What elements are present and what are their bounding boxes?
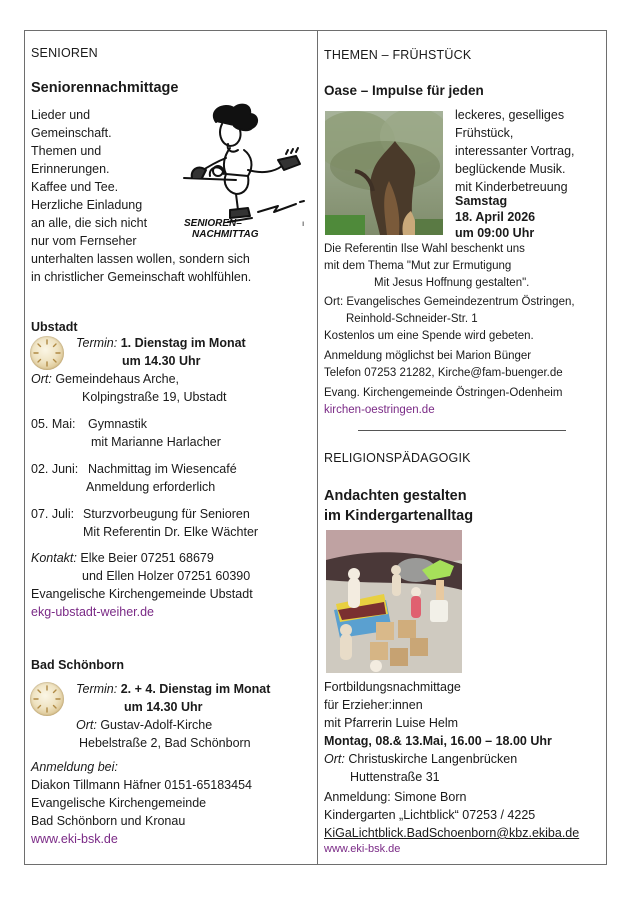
intro-line: an alle, die sich nicht (31, 216, 148, 230)
schoenborn-termin-time: um 14.30 Uhr (124, 700, 203, 714)
schoenborn-address: Hebelstraße 2, Bad Schönborn (79, 736, 251, 750)
religion-ort (324, 750, 552, 768)
religion-title-line2: im Kindergartenalltag (324, 508, 474, 524)
waitress-cartoon-illustration (178, 100, 310, 240)
ort-value: Gemeindehaus Arche, (55, 372, 180, 386)
ort-line1: Ort: Evangelisches Gemeindezentrum Östringen, (324, 296, 575, 308)
schoenborn-church-line2: Bad Schönborn und Kronau (31, 814, 186, 828)
termin-label: Termin: (76, 336, 118, 350)
religion-anmeldung-block (324, 788, 579, 842)
kontakt-line2: und Ellen Holzer 07251 60390 (82, 569, 251, 583)
anmeldung-line1: Anmeldung möglichst bei Marion Bünger (324, 350, 532, 362)
desc-line: für Erzieher:innen (324, 698, 423, 712)
fruehstueck-date: 18. April 2026 (455, 210, 536, 224)
ubstadt-event-date: 02. Juni: (31, 462, 79, 476)
section-label-senioren: SENIOREN (31, 46, 98, 60)
religion-description (324, 678, 552, 786)
senioren-title: Seniorennachmittage (31, 80, 179, 96)
intro-line: nur vom Fernseher (31, 234, 137, 248)
intro-line: unterhalten lassen wollen, sondern sich (31, 252, 250, 266)
kontakt-label: Kontakt: (31, 551, 77, 565)
schoenborn-ort (76, 716, 212, 734)
ubstadt-event-detail: Mit Referentin Dr. Elke Wächter (83, 525, 259, 539)
anmeldung-label: Anmeldung bei: (31, 760, 118, 774)
schoenborn-heading: Bad Schönborn (31, 658, 125, 672)
ubstadt-heading: Ubstadt (31, 320, 78, 334)
religion-title-line1: Andachten gestalten (324, 488, 467, 504)
ubstadt-event-title: Nachmittag im Wiesencafé (88, 462, 237, 476)
fruehstueck-features (455, 106, 575, 196)
fruehstueck-church: Evang. Kirchengemeinde Östringen-Odenheim (324, 387, 563, 399)
ort-label: Ort: (31, 372, 52, 386)
section-separator (358, 430, 566, 431)
intro-line: in christlicher Gemeinschaft wohlfühlen. (31, 270, 252, 284)
religion-anmeldung: Anmeldung: Simone Born (324, 790, 467, 804)
feature-line: interessanter Vortrag, (455, 144, 575, 158)
kindergarten-photo (326, 530, 462, 673)
feature-line: Frühstück, (455, 126, 514, 140)
ort-line2: Reinhold-Schneider-Str. 1 (346, 313, 478, 325)
ubstadt-website-link[interactable]: ekg-ubstadt-weiher.de (31, 605, 154, 619)
religion-address: Huttenstraße 31 (350, 770, 440, 784)
intro-line: Erinnerungen. (31, 162, 110, 176)
ubstadt-termin (76, 334, 246, 352)
cartoon-lettering-line1: SENIOREN– (184, 218, 242, 229)
ubstadt-event-date: 07. Juli: (31, 507, 75, 521)
feature-line: mit Kinderbetreuung (455, 180, 568, 194)
desc-line: mit Pfarrerin Luise Helm (324, 716, 459, 730)
speaker-line: mit dem Thema "Mut zur Ermutigung (324, 260, 512, 272)
speaker-line: Mit Jesus Hoffnung gestalten". (374, 277, 530, 289)
intro-line: Gemeinschaft. (31, 126, 112, 140)
ort-label: Ort: (76, 718, 97, 732)
cost-note: Kostenlos um eine Spende wird gebeten. (324, 330, 534, 342)
religion-website-link[interactable]: www.eki-bsk.de (324, 843, 401, 855)
clock-badge-icon (30, 336, 64, 370)
feature-line: beglückende Musik. (455, 162, 566, 176)
kontakt-line1: Elke Beier 07251 68679 (80, 551, 214, 565)
ubstadt-address: Kolpingstraße 19, Ubstadt (82, 390, 227, 404)
fruehstueck-title: Oase – Impulse für jeden (324, 83, 484, 98)
fruehstueck-time: um 09:00 Uhr (455, 226, 535, 240)
column-divider (317, 30, 318, 865)
clock-badge-icon (30, 682, 64, 716)
intro-line: Kaffee und Tee. (31, 180, 119, 194)
ort-value: Christuskirche Langenbrücken (348, 752, 518, 766)
fruehstueck-day: Samstag (455, 194, 508, 208)
religion-email-link[interactable]: KiGaLichtblick.BadSchoenborn@kbz.ekiba.de (324, 826, 580, 840)
ubstadt-event-title: Gymnastik (88, 417, 148, 431)
ubstadt-termin-time: um 14.30 Uhr (122, 354, 201, 368)
intro-line: Themen und (31, 144, 102, 158)
svg-text:ı: ı (302, 219, 305, 228)
ubstadt-event-title: Sturzvorbeugung für Senioren (83, 507, 250, 521)
religion-title (324, 486, 473, 526)
section-label-religion: RELIGIONSPÄDAGOGIK (324, 451, 471, 465)
termin-label: Termin: (76, 682, 118, 696)
religion-kindergarten: Kindergarten „Lichtblick“ 07253 / 4225 (324, 808, 536, 822)
ubstadt-church: Evangelische Kirchengemeinde Ubstadt (31, 587, 253, 601)
seniorennachmittag-cartoon (178, 100, 310, 240)
speaker-line: Die Referentin Ilse Wahl beschenkt uns (324, 243, 525, 255)
schoenborn-church-line1: Evangelische Kirchengemeinde (31, 796, 207, 810)
fruehstueck-ort (324, 294, 575, 345)
cartoon-lettering-line2: NACHMITTAG (192, 229, 259, 240)
section-label-fruehstueck: THEMEN – FRÜHSTÜCK (324, 48, 472, 62)
fruehstueck-website-link[interactable]: kirchen-oestringen.de (324, 404, 435, 416)
ubstadt-event-detail: mit Marianne Harlacher (91, 435, 221, 449)
termin-value: 2. + 4. Dienstag im Monat (120, 682, 271, 696)
schoenborn-termin (76, 680, 270, 698)
intro-line: Lieder und (31, 108, 91, 122)
olive-tree-photo (325, 111, 443, 235)
feature-line: leckeres, geselliges (455, 108, 565, 122)
termin-value: 1. Dienstag im Monat (120, 336, 246, 350)
anmeldung-line2: Telefon 07253 21282, Kirche@fam-buenger.de (324, 367, 563, 379)
ubstadt-ort (31, 370, 179, 388)
fruehstueck-anmeldung (324, 348, 563, 382)
fruehstueck-church-block (324, 385, 562, 419)
ubstadt-event-date: 05. Mai: (31, 417, 76, 431)
desc-line: Fortbildungsnachmittage (324, 680, 461, 694)
ubstadt-event-detail: Anmeldung erforderlich (86, 480, 216, 494)
ort-value: Gustav-Adolf-Kirche (100, 718, 213, 732)
intro-line: Herzliche Einladung (31, 198, 143, 212)
ort-label: Ort: (324, 752, 345, 766)
speaker-text (324, 241, 529, 292)
ubstadt-kontakt (31, 549, 214, 567)
anmeldung-person: Diakon Tillmann Häfner 0151-65183454 (31, 778, 252, 792)
schoenborn-website-link[interactable]: www.eki-bsk.de (31, 832, 118, 846)
religion-date: Montag, 08.& 13.Mai, 16.00 – 18.00 Uhr (324, 734, 552, 748)
